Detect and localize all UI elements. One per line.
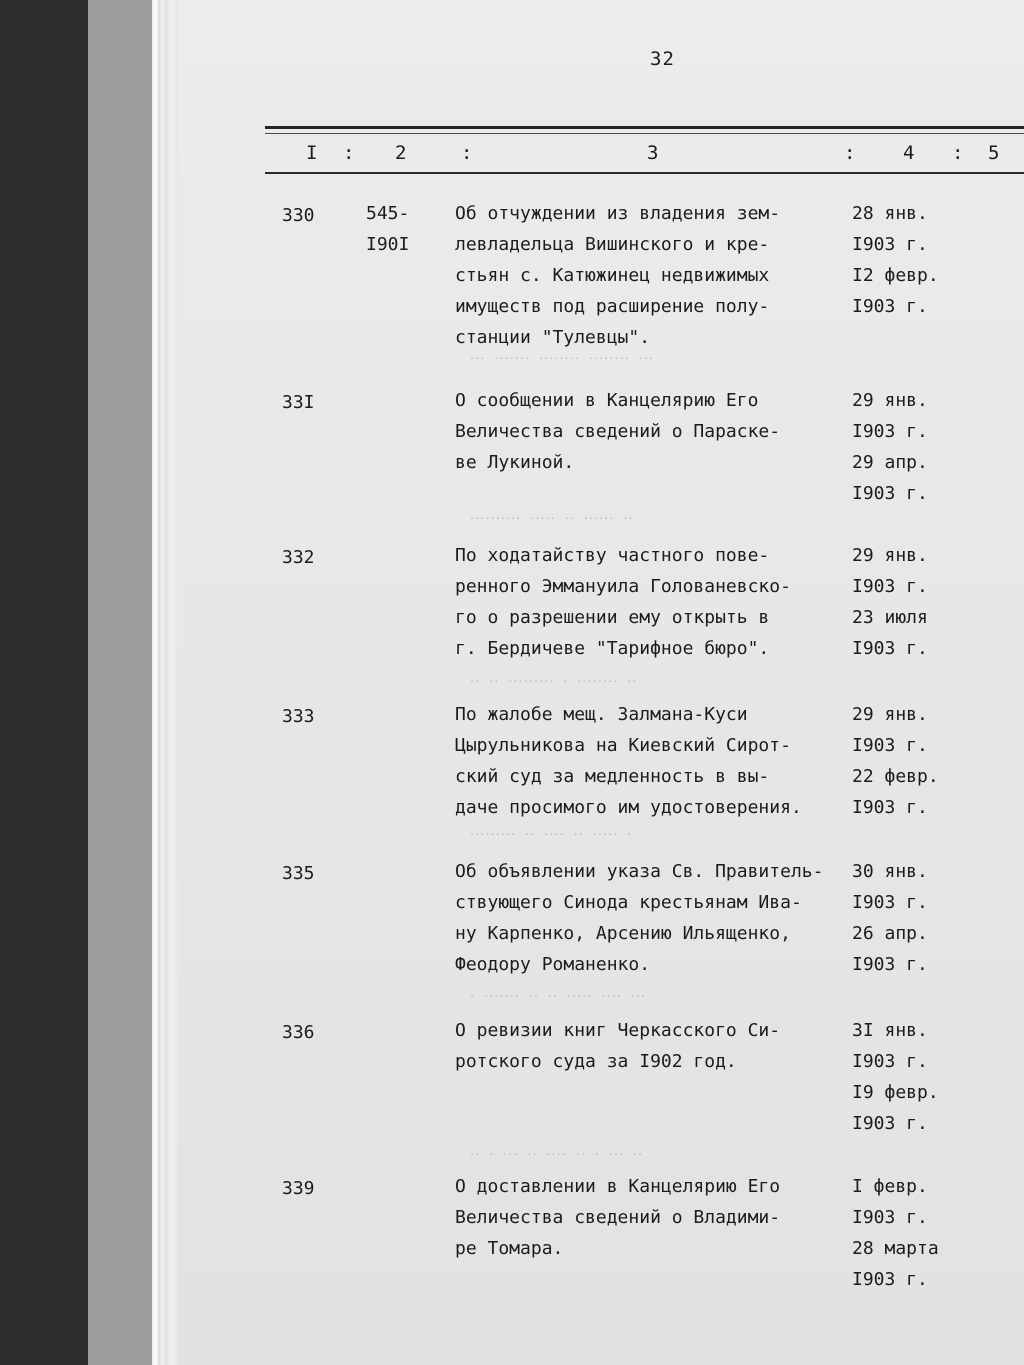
description-line: О доставлении в Канцелярию Его — [455, 1176, 781, 1197]
end-date: 28 марта — [852, 1238, 939, 1259]
start-date: 29 янв. — [852, 704, 928, 725]
start-year: I903 г. — [852, 1051, 928, 1072]
start-date: 30 янв. — [852, 861, 928, 882]
description-line: Об объявлении указа Св. Правитель- — [455, 861, 824, 882]
page-edges — [152, 0, 178, 1365]
description-line: Об отчуждении из владения зем- — [455, 203, 781, 224]
start-date: 29 янв. — [852, 390, 928, 411]
description-line: ре Томара. — [455, 1238, 564, 1259]
start-year: I903 г. — [852, 576, 928, 597]
description-line: стьян с. Катюжинец недвижимых — [455, 265, 770, 286]
description-line: О сообщении в Канцелярию Его — [455, 390, 759, 411]
column-header-4: 4 — [903, 142, 915, 164]
description-line: Цырульникова на Киевский Сирот- — [455, 735, 791, 756]
column-header-3: 3 — [647, 142, 659, 164]
end-date: 26 апр. — [852, 923, 928, 944]
description-line: ну Карпенко, Арсению Ильященко, — [455, 923, 791, 944]
description-line: даче просимого им удостоверения. — [455, 797, 802, 818]
description-line: О ревизии книг Черкасского Си- — [455, 1020, 781, 1041]
bleed-through-text: ‧‧‧‧‧‧‧‧‧‧ ‧‧‧‧‧ ‧‧ ‧‧‧‧‧‧ ‧‧ — [470, 512, 634, 527]
column-separator: : — [343, 142, 355, 164]
entry-number: 336 — [282, 1022, 315, 1043]
entry-dates — [852, 1015, 939, 1139]
end-date: 23 июля — [852, 607, 928, 628]
entry-number: 335 — [282, 863, 315, 884]
description-line: го о разрешении ему открыть в — [455, 607, 770, 628]
entry-description — [455, 540, 855, 664]
description-line: ский суд за медленность в вы- — [455, 766, 770, 787]
start-date: I февр. — [852, 1176, 928, 1197]
start-year: I903 г. — [852, 421, 928, 442]
description-line: ве Лукиной. — [455, 452, 575, 473]
end-year: I903 г. — [852, 483, 928, 504]
end-date: 22 февр. — [852, 766, 939, 787]
entry-number: 330 — [282, 205, 315, 226]
end-year: I903 г. — [852, 1269, 928, 1290]
entry-number: 333 — [282, 706, 315, 727]
end-year: I903 г. — [852, 296, 928, 317]
table-header-rule — [265, 172, 1024, 174]
start-year: I903 г. — [852, 1207, 928, 1228]
end-date: I2 февр. — [852, 265, 939, 286]
table-top-rule — [265, 126, 1024, 129]
entry-dates — [852, 1171, 939, 1295]
start-year: I903 г. — [852, 234, 928, 255]
description-line: Величества сведений о Владими- — [455, 1207, 781, 1228]
entry-description — [455, 1015, 855, 1077]
start-year: I903 г. — [852, 892, 928, 913]
start-year: I903 г. — [852, 735, 928, 756]
start-date: 29 янв. — [852, 545, 928, 566]
entry-dates — [852, 385, 928, 509]
entry-dates — [852, 699, 939, 823]
start-date: 28 янв. — [852, 203, 928, 224]
page-number: 32 — [650, 48, 675, 70]
bleed-through-text: ‧‧ ‧‧ ‧‧‧‧‧‧‧‧‧ ‧ ‧‧‧‧‧‧‧‧ ‧‧ — [470, 675, 638, 690]
entry-dates — [852, 198, 939, 322]
column-header-5: 5 — [988, 142, 1000, 164]
entry-dates — [852, 540, 928, 664]
column-header-2: 2 — [395, 142, 407, 164]
description-line: станции "Тулевцы". — [455, 327, 651, 348]
description-line: левладельца Вишинского и кре- — [455, 234, 770, 255]
entry-description — [455, 699, 855, 823]
description-line: Величества сведений о Параске- — [455, 421, 781, 442]
bleed-through-text: ‧‧‧ ‧‧‧‧‧‧‧ ‧‧‧‧‧‧‧‧ ‧‧‧‧‧‧‧‧ ‧‧‧ — [470, 352, 655, 367]
case-reference: 545- I90I — [366, 203, 410, 255]
entry-number: 339 — [282, 1178, 315, 1199]
entry-number: 33I — [282, 392, 315, 413]
entry-description — [455, 1171, 855, 1264]
end-date: 29 апр. — [852, 452, 928, 473]
entry-description — [455, 198, 855, 353]
description-line: г. Бердичеве "Тарифное бюро". — [455, 638, 770, 659]
entry-number: 332 — [282, 547, 315, 568]
description-line: Феодору Романенко. — [455, 954, 651, 975]
start-date: 3I янв. — [852, 1020, 928, 1041]
bleed-through-text: ‧‧ ‧ ‧‧‧ ‧‧ ‧‧‧‧ ‧‧ ‧ ‧‧‧ ‧‧ — [470, 1148, 644, 1163]
binding-cover — [88, 0, 152, 1365]
end-year: I903 г. — [852, 954, 928, 975]
column-separator: : — [952, 142, 964, 164]
bleed-through-text: ‧ ‧‧‧‧‧‧‧ ‧‧ ‧‧ ‧‧‧‧‧ ‧‧‧‧ ‧‧‧ — [470, 990, 647, 1005]
description-line: ствующего Синода крестьянам Ива- — [455, 892, 802, 913]
column-separator: : — [461, 142, 473, 164]
column-separator: : — [844, 142, 856, 164]
description-line: По ходатайству частного пове- — [455, 545, 770, 566]
table-top-rule-thin — [265, 133, 1024, 134]
entry-description — [455, 856, 855, 980]
book-binding — [0, 0, 88, 1365]
description-line: ренного Эммануила Голованевско- — [455, 576, 791, 597]
description-line: ротского суда за I902 год. — [455, 1051, 737, 1072]
end-date: I9 февр. — [852, 1082, 939, 1103]
entry-dates — [852, 856, 928, 980]
end-year: I903 г. — [852, 1113, 928, 1134]
description-line: имуществ под расширение полу- — [455, 296, 770, 317]
description-line: По жалобе мещ. Залмана-Куси — [455, 704, 748, 725]
end-year: I903 г. — [852, 797, 928, 818]
bleed-through-text: ‧‧‧‧‧‧‧‧‧ ‧‧ ‧‧‧‧ ‧‧ ‧‧‧‧‧ ‧ — [470, 828, 633, 843]
column-header-1: I — [306, 142, 318, 164]
end-year: I903 г. — [852, 638, 928, 659]
entry-description — [455, 385, 855, 478]
